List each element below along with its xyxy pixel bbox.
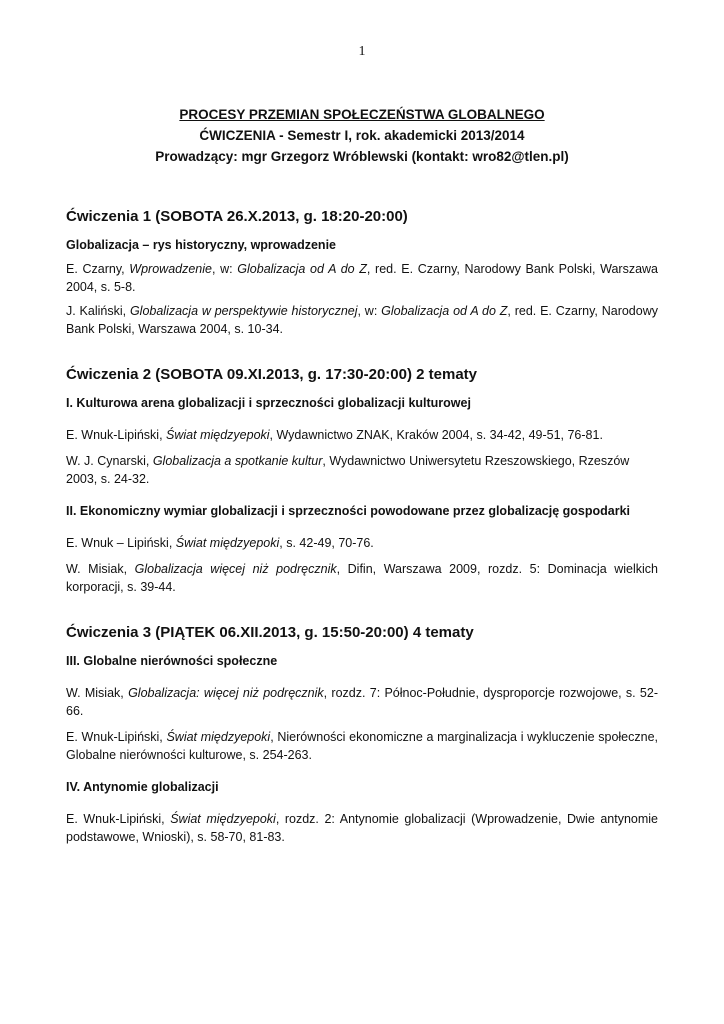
reference-item: J. Kaliński, Globalizacja w perspektywie historycznej, w: Globalizacja od A do Z, red. E. Czarny, Narodowy Bank Polski, Warszawa 2004, s. 10-34. [66, 304, 658, 336]
reference-item: E. Wnuk – Lipiński, Świat międzyepoki, s. 42-49, 70-76. [66, 536, 374, 550]
reference-item: E. Wnuk-Lipiński, Świat międzyepoki, Nierówności ekonomiczne a marginalizacja i wykluczenie społeczne, Globalne nierówności kulturowe, s. 254-263. [66, 730, 658, 762]
reference-item: W. J. Cynarski, Globalizacja a spotkanie kultur, Wydawnictwo Uniwersytetu Rzeszowskiego, Rzeszów 2003, s. 24-32. [66, 454, 630, 486]
section-title: Ćwiczenia 3 (PIĄTEK 06.XII.2013, g. 15:50-20:00) 4 tematy [66, 624, 474, 641]
section-topic: II. Ekonomiczny wymiar globalizacji i sprzeczności powodowane przez globalizację gospodarki [66, 504, 631, 518]
section-topic: IV. Antynomie globalizacji [66, 780, 219, 794]
section-title: Ćwiczenia 1 (SOBOTA 26.X.2013, g. 18:20-20:00) [66, 208, 408, 225]
reference-item: W. Misiak, Globalizacja więcej niż podręcznik, Difin, Warszawa 2009, rozdz. 5: Dominacja wielkich korporacji, s. 39-44. [66, 562, 659, 594]
page-number: 1 [358, 44, 366, 59]
section-topic: I. Kulturowa arena globalizacji i sprzeczności globalizacji kulturowej [66, 396, 471, 410]
reference-item: W. Misiak, Globalizacja: więcej niż podręcznik, rozdz. 7: Północ-Południe, dysproporcje rozwojowe, s. 52-66. [66, 686, 658, 718]
section-2 [66, 364, 658, 596]
reference-item: E. Wnuk-Lipiński, Świat międzyepoki, Wydawnictwo ZNAK, Kraków 2004, s. 34-42, 49-51, 76-81. [66, 428, 603, 442]
section-title: Ćwiczenia 2 (SOBOTA 09.XI.2013, g. 17:30-20:00) 2 tematy [66, 366, 478, 383]
document-header [60, 104, 664, 167]
section-1 [66, 206, 658, 338]
subtopic-block [66, 778, 658, 846]
reference-item: E. Czarny, Wprowadzenie, w: Globalizacja od A do Z, red. E. Czarny, Narodowy Bank Polski, Warszawa 2004, s. 5-8. [66, 262, 659, 294]
section-3 [66, 622, 658, 846]
course-instructor: Prowadzący: mgr Grzegorz Wróblewski (kontakt: wro82@tlen.pl) [155, 149, 569, 164]
reference-item: E. Wnuk-Lipiński, Świat międzyepoki, rozdz. 2: Antynomie globalizacji (Wprowadzenie, Dwie antynomie podstawowe, Wnioski), s. 58-70, 81-83. [66, 812, 659, 844]
course-title: PROCESY PRZEMIAN SPOŁECZEŃSTWA GLOBALNEGO [179, 107, 545, 122]
subtopic-block [66, 502, 658, 596]
section-topic: III. Globalne nierówności społeczne [66, 654, 278, 668]
document-body [66, 206, 658, 872]
section-topic: Globalizacja – rys historyczny, wprowadzenie [66, 238, 336, 252]
course-semester: ĆWICZENIA - Semestr I, rok. akademicki 2013/2014 [199, 128, 525, 143]
